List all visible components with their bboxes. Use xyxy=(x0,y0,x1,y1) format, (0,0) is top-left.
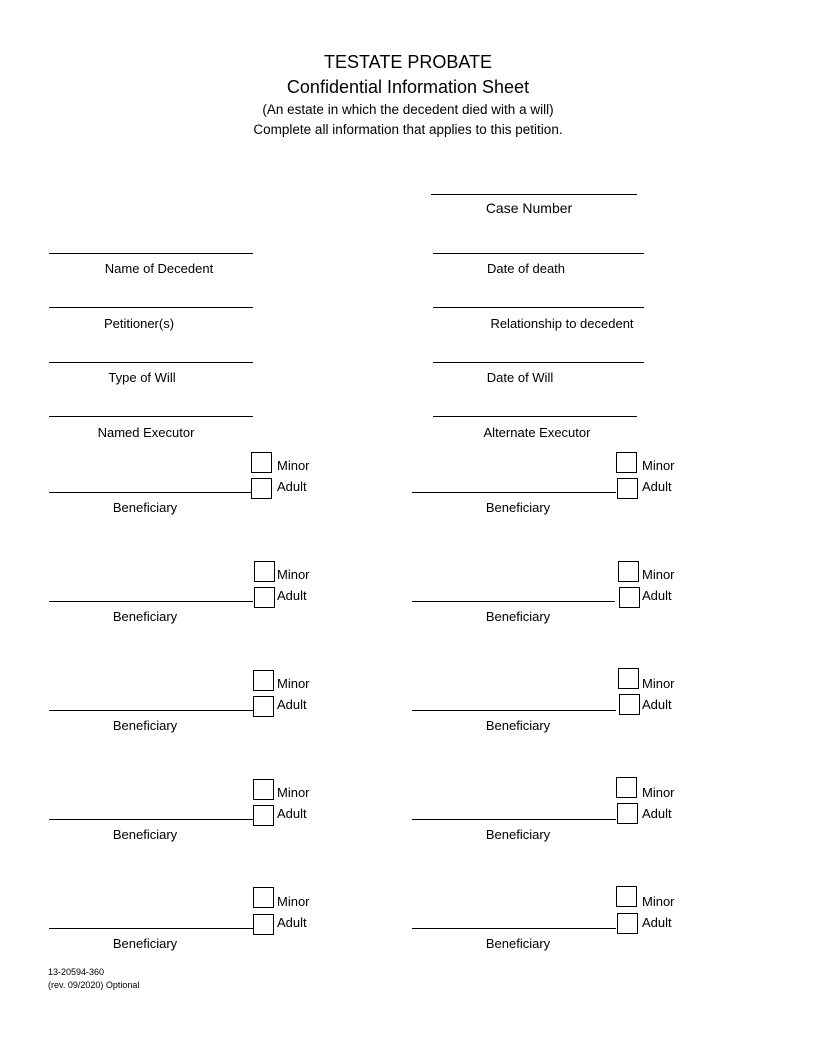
minor-label: Minor xyxy=(642,458,675,473)
form-subtitle: Confidential Information Sheet xyxy=(286,77,530,97)
beneficiary-line[interactable] xyxy=(49,928,253,929)
relationship-label: Relationship to decedent xyxy=(490,316,634,331)
beneficiary-line[interactable] xyxy=(49,601,253,602)
adult-label: Adult xyxy=(277,588,307,603)
beneficiary-line[interactable] xyxy=(412,601,615,602)
adult-checkbox[interactable] xyxy=(253,914,274,935)
minor-checkbox[interactable] xyxy=(254,561,275,582)
minor-checkbox[interactable] xyxy=(253,779,274,800)
minor-checkbox[interactable] xyxy=(618,561,639,582)
adult-checkbox[interactable] xyxy=(254,587,275,608)
beneficiary-line[interactable] xyxy=(412,819,616,820)
minor-label: Minor xyxy=(277,567,310,582)
beneficiary-label: Beneficiary xyxy=(485,827,551,842)
beneficiary-label: Beneficiary xyxy=(112,827,178,842)
adult-label: Adult xyxy=(277,806,307,821)
petitioners-line[interactable] xyxy=(49,307,253,308)
beneficiary-line[interactable] xyxy=(49,710,253,711)
beneficiary-label: Beneficiary xyxy=(485,609,551,624)
relationship-line[interactable] xyxy=(433,307,644,308)
beneficiary-line[interactable] xyxy=(412,928,616,929)
adult-label: Adult xyxy=(277,697,307,712)
type-of-will-label: Type of Will xyxy=(108,370,176,385)
adult-label: Adult xyxy=(642,806,672,821)
alternate-executor-label: Alternate Executor xyxy=(483,425,591,440)
minor-checkbox[interactable] xyxy=(253,887,274,908)
decedent-name-label: Name of Decedent xyxy=(104,261,214,276)
adult-checkbox[interactable] xyxy=(617,913,638,934)
minor-label: Minor xyxy=(642,676,675,691)
minor-checkbox[interactable] xyxy=(253,670,274,691)
named-executor-label: Named Executor xyxy=(97,425,195,440)
beneficiary-label: Beneficiary xyxy=(485,718,551,733)
adult-checkbox[interactable] xyxy=(617,803,638,824)
minor-checkbox[interactable] xyxy=(616,452,637,473)
case-number-label: Case Number xyxy=(485,200,573,216)
date-of-death-line[interactable] xyxy=(433,253,644,254)
minor-checkbox[interactable] xyxy=(616,886,637,907)
minor-checkbox[interactable] xyxy=(251,452,272,473)
minor-label: Minor xyxy=(642,567,675,582)
alternate-executor-line[interactable] xyxy=(433,416,637,417)
beneficiary-label: Beneficiary xyxy=(112,718,178,733)
adult-checkbox[interactable] xyxy=(619,587,640,608)
form-note: (An estate in which the decedent died with a will) xyxy=(262,102,554,117)
minor-label: Minor xyxy=(277,785,310,800)
form-title: TESTATE PROBATE xyxy=(323,52,493,72)
minor-label: Minor xyxy=(642,785,675,800)
beneficiary-label: Beneficiary xyxy=(485,936,551,951)
adult-checkbox[interactable] xyxy=(617,478,638,499)
beneficiary-line[interactable] xyxy=(412,710,616,711)
adult-checkbox[interactable] xyxy=(253,805,274,826)
form-revision: (rev. 09/2020) Optional xyxy=(48,980,140,990)
date-of-death-label: Date of death xyxy=(486,261,566,276)
minor-label: Minor xyxy=(642,894,675,909)
beneficiary-label: Beneficiary xyxy=(112,936,178,951)
decedent-name-line[interactable] xyxy=(49,253,253,254)
adult-checkbox[interactable] xyxy=(619,694,640,715)
minor-label: Minor xyxy=(277,894,310,909)
adult-checkbox[interactable] xyxy=(253,696,274,717)
adult-label: Adult xyxy=(642,697,672,712)
date-of-will-line[interactable] xyxy=(433,362,644,363)
form-instruction: Complete all information that applies to this petition. xyxy=(253,122,563,137)
beneficiary-line[interactable] xyxy=(412,492,616,493)
beneficiary-line[interactable] xyxy=(49,819,253,820)
adult-label: Adult xyxy=(277,915,307,930)
case-number-line[interactable] xyxy=(431,194,637,195)
beneficiary-label: Beneficiary xyxy=(112,609,178,624)
adult-checkbox[interactable] xyxy=(251,478,272,499)
named-executor-line[interactable] xyxy=(49,416,253,417)
beneficiary-line[interactable] xyxy=(49,492,251,493)
adult-label: Adult xyxy=(277,479,307,494)
minor-label: Minor xyxy=(277,676,310,691)
minor-label: Minor xyxy=(277,458,310,473)
type-of-will-line[interactable] xyxy=(49,362,253,363)
form-number: 13-20594-360 xyxy=(48,967,105,977)
adult-label: Adult xyxy=(642,479,672,494)
beneficiary-label: Beneficiary xyxy=(485,500,551,515)
adult-label: Adult xyxy=(642,588,672,603)
adult-label: Adult xyxy=(642,915,672,930)
date-of-will-label: Date of Will xyxy=(486,370,554,385)
minor-checkbox[interactable] xyxy=(616,777,637,798)
beneficiary-label: Beneficiary xyxy=(112,500,178,515)
minor-checkbox[interactable] xyxy=(618,668,639,689)
petitioners-label: Petitioner(s) xyxy=(103,316,175,331)
